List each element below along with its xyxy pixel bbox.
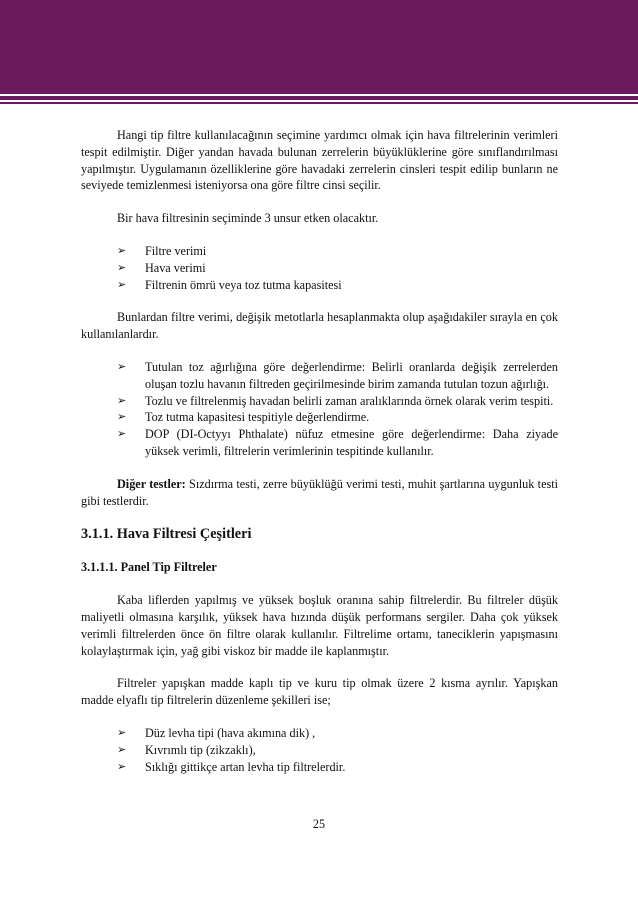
header-rule	[0, 96, 638, 100]
arrow-bullet-icon: ➢	[117, 427, 127, 441]
list-item: ➢ DOP (DI-Octyyı Phthalate) nüfuz etmesine göre değerlendirme: Daha ziyade yüksek verimli, filtrelerin verimlerinin tespitinde kullanılır.	[117, 427, 558, 458]
arrow-bullet-icon: ➢	[117, 742, 127, 756]
arrow-bullet-icon: ➢	[117, 759, 127, 773]
page-content	[81, 127, 558, 775]
list-item: ➢ Toz tutma kapasitesi tespitiyle değerlendirme.	[117, 410, 370, 425]
subsection-heading: 3.1.1.1. Panel Tip Filtreler	[81, 560, 217, 575]
paragraph: Hangi tip filtre kullanılacağının seçimine yardımcı olmak için hava filtrelerinin verimleri tespit edilmiştir. Diğer yandan havada bulunan zerrelerin büyüklüklerine göre sınıflandırılması yapılmıştır. Uygulamanın özelliklerine göre havadaki zerrelerin cinsleri tespit edilip bunların ne seviyede temizlenmesi isteniyorsa ona göre filtre cinsi seçilir.	[81, 128, 558, 193]
arrow-bullet-icon: ➢	[117, 725, 127, 739]
paragraph: Filtreler yapışkan madde kaplı tip ve kuru tip olmak üzere 2 kısma ayrılır. Yapışkan madde elyaflı tip filtrelerin düzenleme şekilleri ise;	[81, 676, 558, 708]
paragraph: Diğer testler: Sızdırma testi, zerre büyüklüğü verimi testi, muhit şartlarına uygunluk testi gibi testlerdir.	[81, 476, 558, 508]
list-item: ➢ Düz levha tipi (hava akımına dik) ,	[117, 725, 316, 740]
list-item: ➢ Hava verimi	[117, 260, 206, 275]
section-heading: 3.1.1. Hava Filtresi Çeşitleri	[81, 526, 252, 543]
bullet-list	[81, 359, 558, 460]
list-item: ➢ Filtre verimi	[117, 243, 207, 258]
arrow-bullet-icon: ➢	[117, 359, 127, 373]
paragraph: Bunlardan filtre verimi, değişik metotlarla hesaplanmakta olup aşağıdakiler sırayla en çok kullanılanlardır.	[81, 310, 558, 342]
arrow-bullet-icon: ➢	[117, 260, 127, 274]
list-item: ➢ Filtrenin ömrü veya toz tutma kapasitesi	[117, 277, 342, 292]
header-band	[0, 0, 638, 94]
list-item: ➢ Tutulan toz ağırlığına göre değerlendirme: Belirli oranlarda değişik zerrelerden oluşan tozlu havanın filtreden geçirilmesinde birim zamanda tutulan tozun ağırlığı.	[117, 359, 558, 391]
list-item: ➢ Tozlu ve filtrelenmiş havadan belirli zaman aralıklarında örnek olarak verim tespiti.	[117, 393, 554, 408]
list-item: ➢ Kıvrımlı tip (zikzaklı),	[117, 742, 256, 757]
bold-term: Diğer testler:	[117, 476, 186, 491]
paragraph: Kaba liflerden yapılmış ve yüksek boşluk oranına sahip filtrelerdir. Bu filtreler düşük maliyetli olmasına karşılık, yüksek hava hızında düşük performans sergiler. Daha çok yüksek verimli filtrelerden önce ön filtre olarak kullanılır. Filtrelime ortamı, taneciklerin yapışmasını kolaylaştırmak için, yağ gibi viskoz bir madde ile kaplanmıştır.	[81, 593, 558, 658]
arrow-bullet-icon: ➢	[117, 393, 127, 407]
page-number: 25	[312, 817, 326, 831]
arrow-bullet-icon: ➢	[117, 277, 127, 291]
paragraph: Bir hava filtresinin seçiminde 3 unsur etken olacaktır.	[117, 211, 379, 226]
arrow-bullet-icon: ➢	[117, 410, 127, 424]
bullet-list	[81, 243, 558, 293]
header-rule-thin	[0, 102, 638, 104]
list-item: ➢ Sıklığı gittikçe artan levha tip filtrelerdir.	[117, 759, 346, 774]
bullet-list	[81, 725, 558, 775]
arrow-bullet-icon: ➢	[117, 243, 127, 257]
